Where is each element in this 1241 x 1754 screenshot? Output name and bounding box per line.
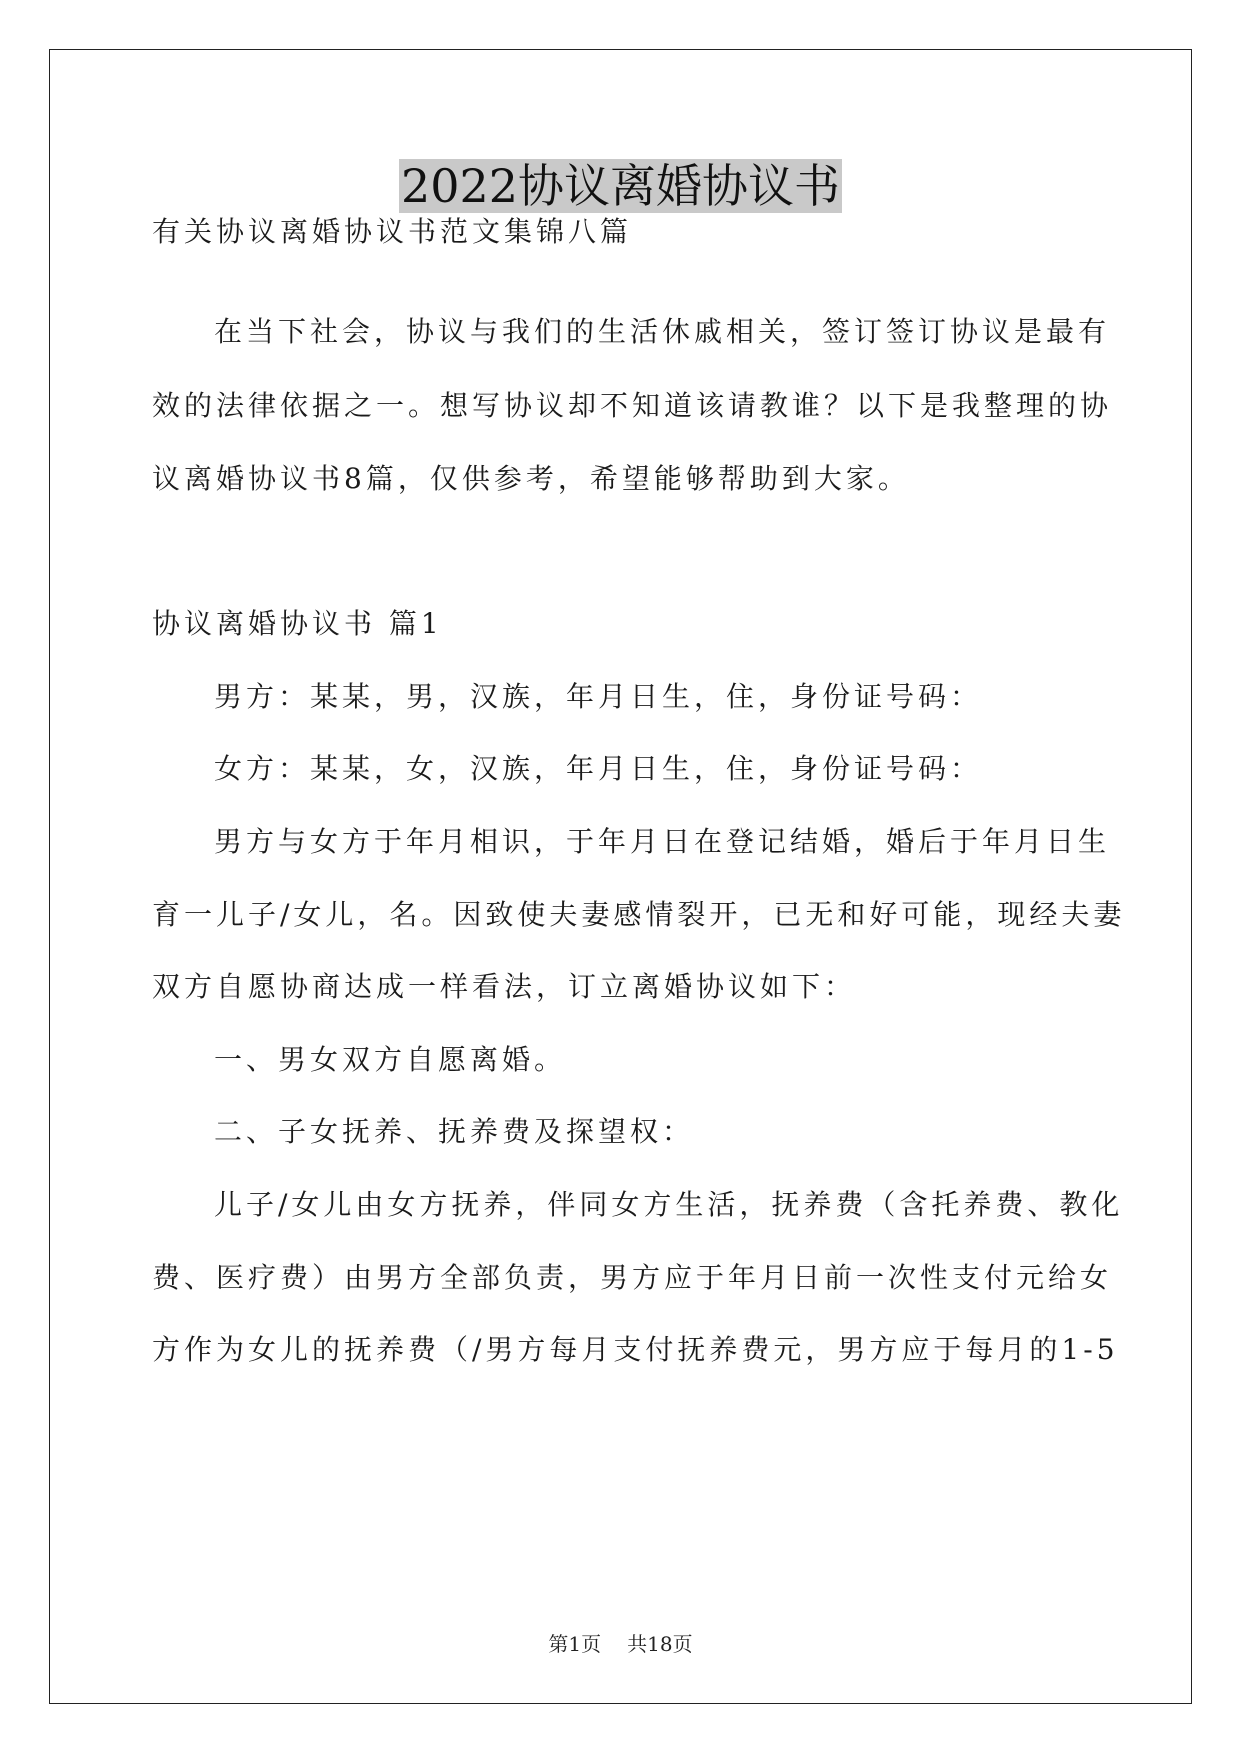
clause-1: 一、男女双方自愿离婚。 xyxy=(214,1043,567,1076)
background-line-3: 双方自愿协商达成一样看法，订立离婚协议如下： xyxy=(152,970,857,1003)
intro-line-2: 效的法律依据之一。想写协议却不知道该请教谁？以下是我整理的协 xyxy=(152,389,1113,422)
page-total: 共18页 xyxy=(627,1632,693,1656)
custody-line-2: 费、医疗费）由男方全部负责，男方应于年月日前一次性支付元给女 xyxy=(152,1261,1113,1294)
document-title-text: 2022协议离婚协议书 xyxy=(400,159,841,213)
clause-2: 二、子女抚养、抚养费及探望权： xyxy=(214,1115,695,1148)
page-border xyxy=(49,49,1192,1704)
section-heading: 协议离婚协议书 篇1 xyxy=(152,607,443,640)
document-subtitle: 有关协议离婚协议书范文集锦八篇 xyxy=(152,215,633,248)
intro-line-1: 在当下社会，协议与我们的生活休戚相关，签订签订协议是最有 xyxy=(214,315,1111,348)
background-line-1: 男方与女方于年月相识，于年月日在登记结婚，婚后于年月日生 xyxy=(214,825,1111,858)
document-title xyxy=(0,156,1241,216)
intro-line-3: 议离婚协议书8篇，仅供参考，希望能够帮助到大家。 xyxy=(152,462,910,495)
page-footer xyxy=(0,1630,1241,1658)
custody-line-1: 儿子/女儿由女方抚养，伴同女方生活，抚养费（含托养费、教化 xyxy=(214,1188,1124,1221)
party-male: 男方：某某，男，汉族，年月日生，住，身份证号码： xyxy=(214,680,983,713)
custody-line-3: 方作为女儿的抚养费（/男方每月支付抚养费元，男方应于每月的1-5 xyxy=(152,1333,1119,1366)
background-line-2: 育一儿子/女儿，名。因致使夫妻感情裂开，已无和好可能，现经夫妻 xyxy=(152,898,1126,931)
page-number: 第1页 xyxy=(548,1632,602,1656)
party-female: 女方：某某，女，汉族，年月日生，住，身份证号码： xyxy=(214,752,983,785)
